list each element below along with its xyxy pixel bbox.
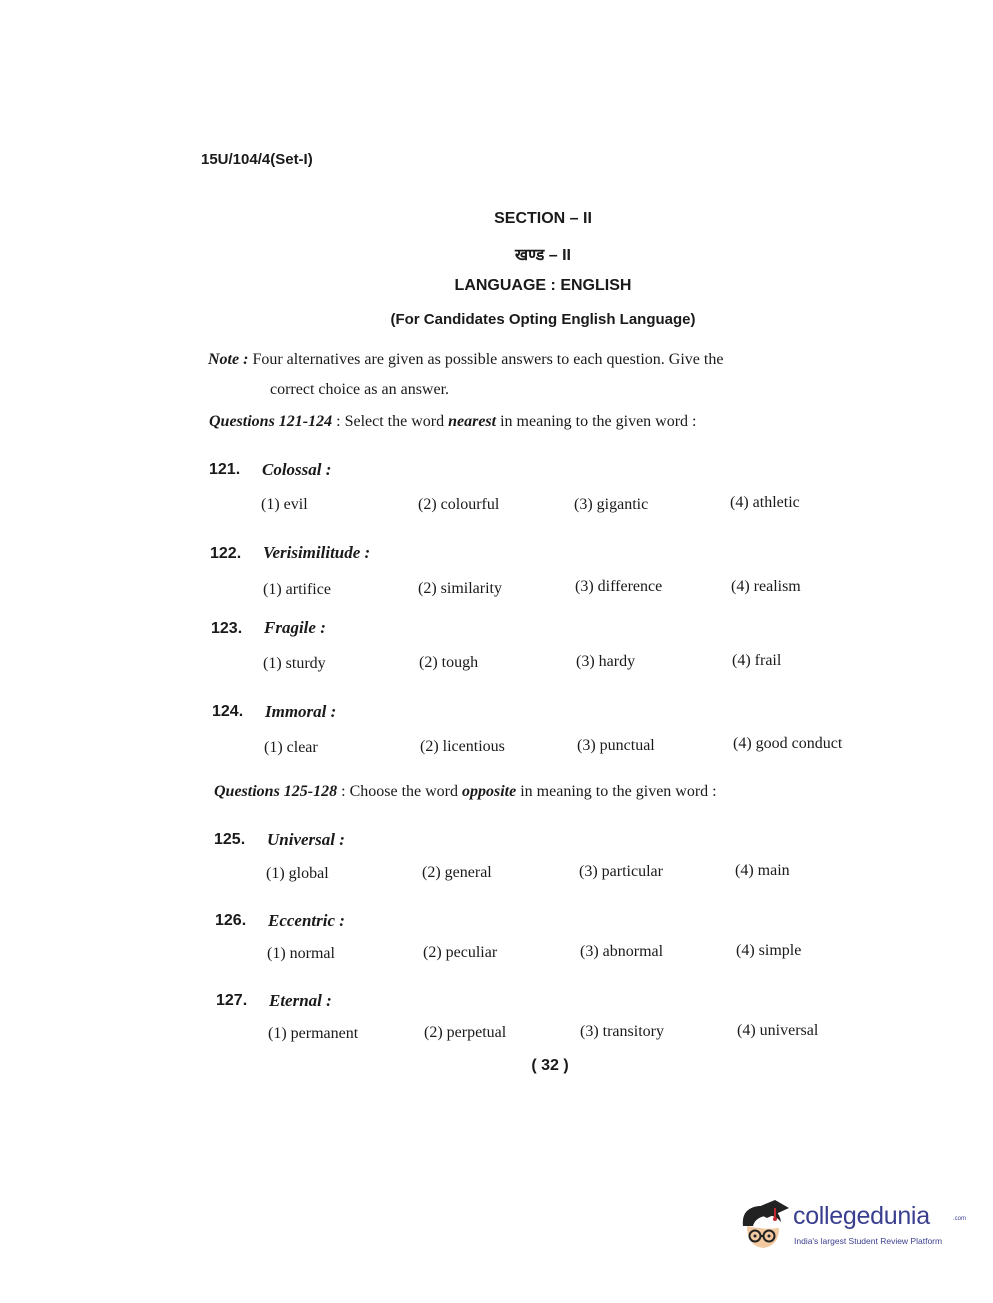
group-instruction-2 — [214, 783, 717, 801]
option-1: (1) permanent — [268, 1025, 359, 1042]
option-3: (3) gigantic — [574, 496, 649, 513]
group-text-before: : Select the word — [332, 413, 449, 430]
section-title: SECTION – II — [494, 210, 592, 227]
note-label: Note : — [208, 351, 249, 368]
page-number: ( 32 ) — [531, 1057, 569, 1074]
group-text-after: in meaning to the given word : — [516, 783, 717, 800]
option-4: (4) main — [735, 862, 790, 879]
option-3: (3) abnormal — [580, 943, 664, 960]
section-title-hindi: खण्ड – II — [515, 247, 571, 264]
question-number: 124. — [212, 703, 244, 720]
option-2: (2) perpetual — [424, 1024, 507, 1041]
option-4: (4) realism — [731, 578, 801, 595]
note-line-2: correct choice as an answer. — [270, 381, 450, 398]
group-text-before: : Choose the word — [337, 783, 462, 800]
question-word: Immoral : — [265, 702, 337, 721]
option-1: (1) evil — [261, 496, 308, 513]
option-4: (4) athletic — [730, 494, 800, 511]
option-2: (2) general — [422, 864, 492, 881]
brand-tagline: India's largest Student Review Platform — [794, 1236, 943, 1246]
option-1: (1) normal — [267, 945, 335, 962]
question-word: Eternal : — [269, 991, 332, 1010]
option-3: (3) hardy — [576, 653, 636, 670]
candidates-note: (For Candidates Opting English Language) — [390, 311, 696, 328]
collegedunia-watermark — [735, 1196, 965, 1256]
question-word: Verisimilitude : — [263, 543, 371, 562]
option-2: (2) tough — [419, 654, 479, 671]
option-4: (4) universal — [737, 1022, 819, 1039]
note-line-1: Four alternatives are given as possible answers to each question. Give the — [252, 351, 724, 368]
option-1: (1) artifice — [263, 581, 331, 598]
paper-code: 15U/104/4(Set-I) — [201, 151, 313, 168]
question-word: Eccentric : — [268, 911, 345, 930]
option-3: (3) difference — [575, 578, 663, 595]
question-word: Universal : — [267, 830, 345, 849]
option-3: (3) transitory — [580, 1023, 664, 1040]
question-number: 121. — [209, 461, 241, 478]
option-2: (2) peculiar — [423, 944, 498, 961]
group-range: Questions 125-128 — [214, 783, 338, 800]
question-word: Colossal : — [262, 460, 332, 479]
option-3: (3) particular — [579, 863, 663, 880]
option-1: (1) sturdy — [263, 655, 326, 672]
option-2: (2) licentious — [420, 738, 505, 755]
brand-name: collegedunia — [793, 1202, 930, 1230]
question-number: 123. — [211, 620, 243, 637]
group-range: Questions 121-124 — [209, 413, 333, 430]
option-4: (4) good conduct — [733, 735, 843, 752]
option-2: (2) similarity — [418, 580, 502, 597]
option-4: (4) simple — [736, 942, 802, 959]
question-number: 122. — [210, 545, 242, 562]
language-heading: LANGUAGE : ENGLISH — [454, 277, 632, 294]
brand-suffix: .com — [953, 1216, 967, 1222]
student-mascot-icon — [735, 1196, 793, 1256]
option-2: (2) colourful — [418, 496, 500, 513]
question-number: 126. — [215, 912, 247, 929]
option-1: (1) clear — [264, 739, 318, 756]
group-emphasis: nearest — [448, 413, 497, 430]
option-1: (1) global — [266, 865, 329, 882]
question-word: Fragile : — [264, 618, 326, 637]
option-3: (3) punctual — [577, 737, 655, 754]
group-text-after: in meaning to the given word : — [496, 413, 697, 430]
group-emphasis: opposite — [462, 783, 517, 800]
instructions-note — [208, 345, 878, 405]
question-number: 125. — [214, 831, 246, 848]
option-4: (4) frail — [732, 652, 782, 669]
question-number: 127. — [216, 992, 248, 1009]
group-instruction-1 — [209, 413, 697, 431]
